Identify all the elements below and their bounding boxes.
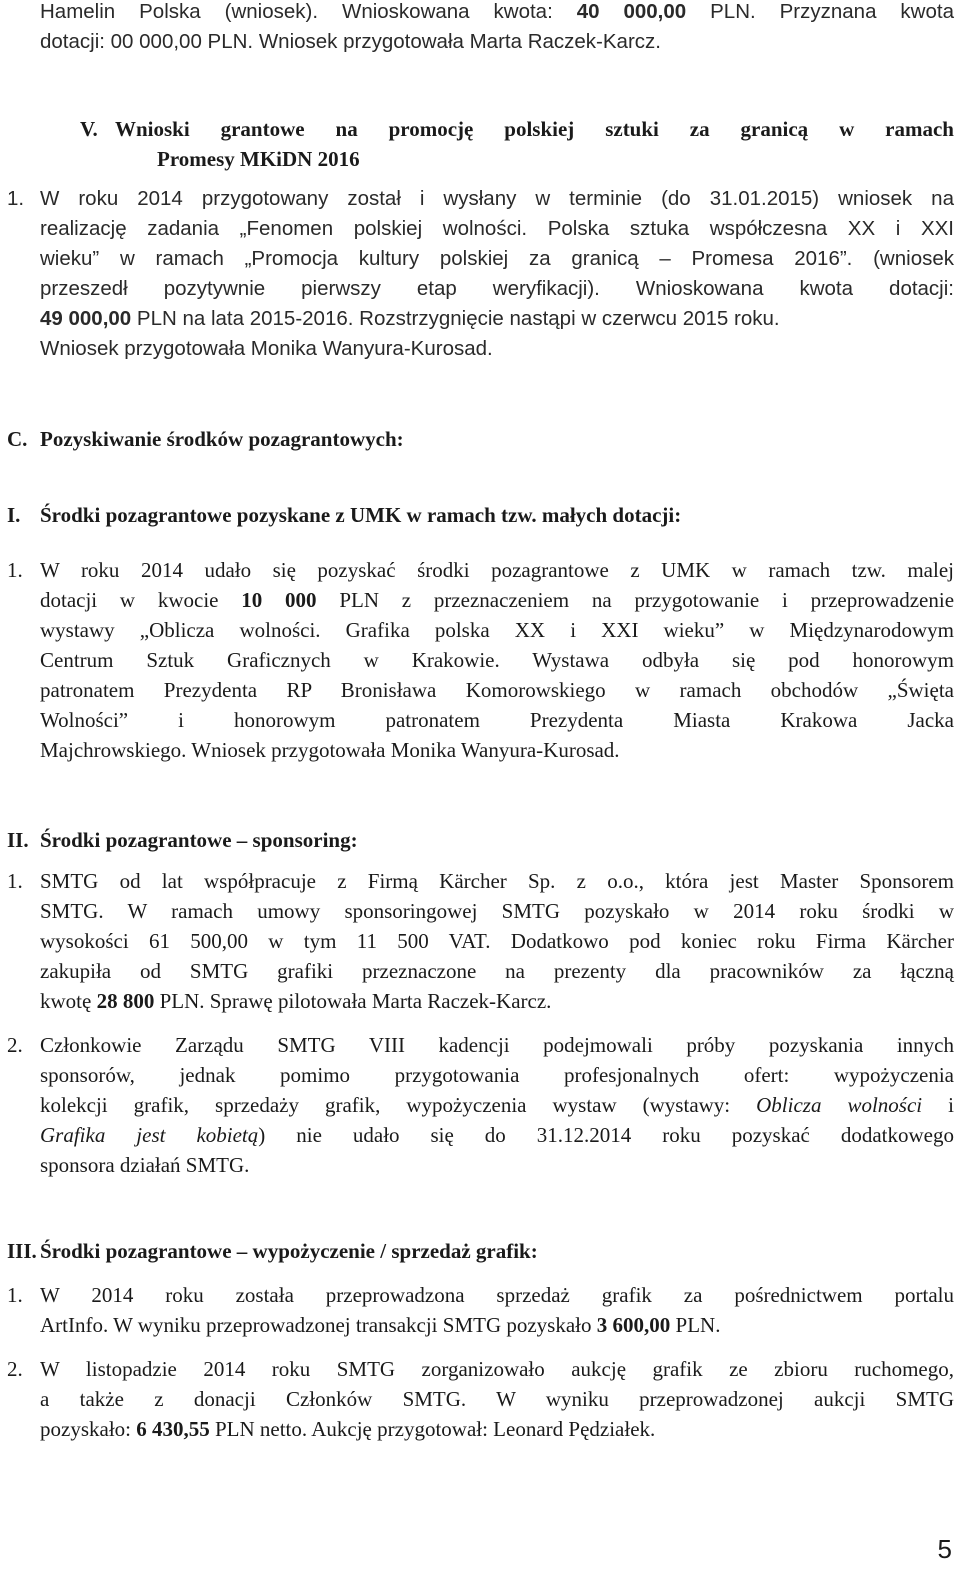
subsection-marker: I. [7,503,21,527]
text-line: Wniosek przygotowała Monika Wanyura-Kurosad. [40,337,493,360]
text-line: W 2014 roku została przeprowadzona sprzedaż grafik za pośrednictwem portalu [40,1283,954,1307]
text-line: Grafika jest kobietą) nie udało się do 31.12.2014 roku pozyskać dodatkowego [40,1123,954,1147]
text-line: Członkowie Zarządu SMTG VIII kadencji podejmowali próby pozyskania innych [40,1033,954,1057]
text-line: SMTG. W ramach umowy sponsoringowej SMTG pozyskało w 2014 roku środki w [40,899,954,923]
text-line: Hamelin Polska (wniosek). Wnioskowana kwota: 40 000,00 PLN. Przyznana kwota [40,0,954,23]
section-title: Promesy MKiDN 2016 [157,147,360,171]
text-line: patronatem Prezydenta RP Bronisława Komorowskiego w ramach obchodów „Święta [40,678,954,702]
text-line: wieku” w ramach „Promocja kultury polskiej za granicą – Promesa 2016”. (wniosek [40,247,954,270]
subsection-marker: II. [7,828,29,852]
text-line: Centrum Sztuk Graficznych w Krakowie. Wystawa odbyła się pod honorowym [40,648,954,672]
item-number: 1. [7,1283,23,1307]
text-line: wystawy „Oblicza wolności. Grafika polska XX i XXI wieku” w Międzynarodowym [40,618,954,642]
text-line: Majchrowskiego. Wniosek przygotowała Monika Wanyura-Kurosad. [40,738,620,762]
text-line: SMTG od lat współpracuje z Firmą Kärcher Sp. z o.o., która jest Master Sponsorem [40,869,954,893]
text-line: kwotę 28 800 PLN. Sprawę pilotowała Marta Raczek-Karcz. [40,989,552,1013]
subsection-title: Środki pozagrantowe pozyskane z UMK w ramach tzw. małych dotacji: [40,503,682,527]
item-number: 1. [7,869,23,893]
text-line: W roku 2014 przygotowany został i wysłany w terminie (do 31.01.2015) wniosek na [40,187,954,210]
item-number: 2. [7,1357,23,1381]
page-number: 5 [937,1534,952,1564]
subsection-title: Środki pozagrantowe – wypożyczenie / sprzedaż grafik: [40,1239,538,1263]
text-line: zakupiła od SMTG grafiki przeznaczone na prezenty dla pracowników za łączną [40,959,954,983]
item-number: 2. [7,1033,23,1057]
item-number: 1. [7,187,25,210]
section-title: Pozyskiwanie środków pozagrantowych: [40,427,404,451]
section-marker: C. [7,427,28,451]
text-line: W listopadzie 2014 roku SMTG zorganizowało aukcję grafik ze zbioru ruchomego, [40,1357,954,1381]
text-line: dotacji w kwocie 10 000 PLN z przeznaczeniem na przygotowanie i przeprowadzenie [40,588,955,612]
subsection-title: Środki pozagrantowe – sponsoring: [40,828,358,852]
text-line: a także z donacji Członków SMTG. W wyniku przeprowadzonej aukcji SMTG [40,1387,954,1411]
text-line: ArtInfo. W wyniku przeprowadzonej transakcji SMTG pozyskało 3 600,00 PLN. [40,1313,721,1337]
text-line: sponsora działań SMTG. [40,1153,250,1177]
text-line: 49 000,00 PLN na lata 2015-2016. Rozstrzygnięcie nastąpi w czerwcu 2015 roku. [40,307,780,330]
text-line: W roku 2014 udało się pozyskać środki pozagrantowe z UMK w ramach tzw. malej [40,558,954,582]
item-number: 1. [7,558,23,582]
text-line: wysokości 61 500,00 w tym 11 500 VAT. Dodatkowo pod koniec roku Firma Kärcher [40,929,954,953]
text-line: kolekcji grafik, sprzedaży grafik, wypożyczenia wystaw (wystawy: Oblicza wolności i [40,1093,954,1117]
section-title: Wnioski grantowe na promocję polskiej sztuki za granicą w ramach [115,117,954,141]
text-line: pozyskało: 6 430,55 PLN netto. Aukcję przygotował: Leonard Pędziałek. [40,1417,656,1441]
text-line: realizację zadania „Fenomen polskiej wolności. Polska sztuka współczesna XX i XXI [40,217,954,240]
section-marker: V. [80,117,98,141]
text-line: przeszedł pozytywnie pierwszy etap weryfikacji). Wnioskowana kwota dotacji: [40,277,954,300]
text-line: sponsorów, jednak pomimo przygotowania profesjonalnych ofert: wypożyczenia [40,1063,954,1087]
text-line: Wolności” i honorowym patronatem Prezydenta Miasta Krakowa Jacka [40,708,954,732]
subsection-marker: III. [7,1239,37,1263]
text-line: dotacji: 00 000,00 PLN. Wniosek przygotowała Marta Raczek-Karcz. [40,30,661,53]
